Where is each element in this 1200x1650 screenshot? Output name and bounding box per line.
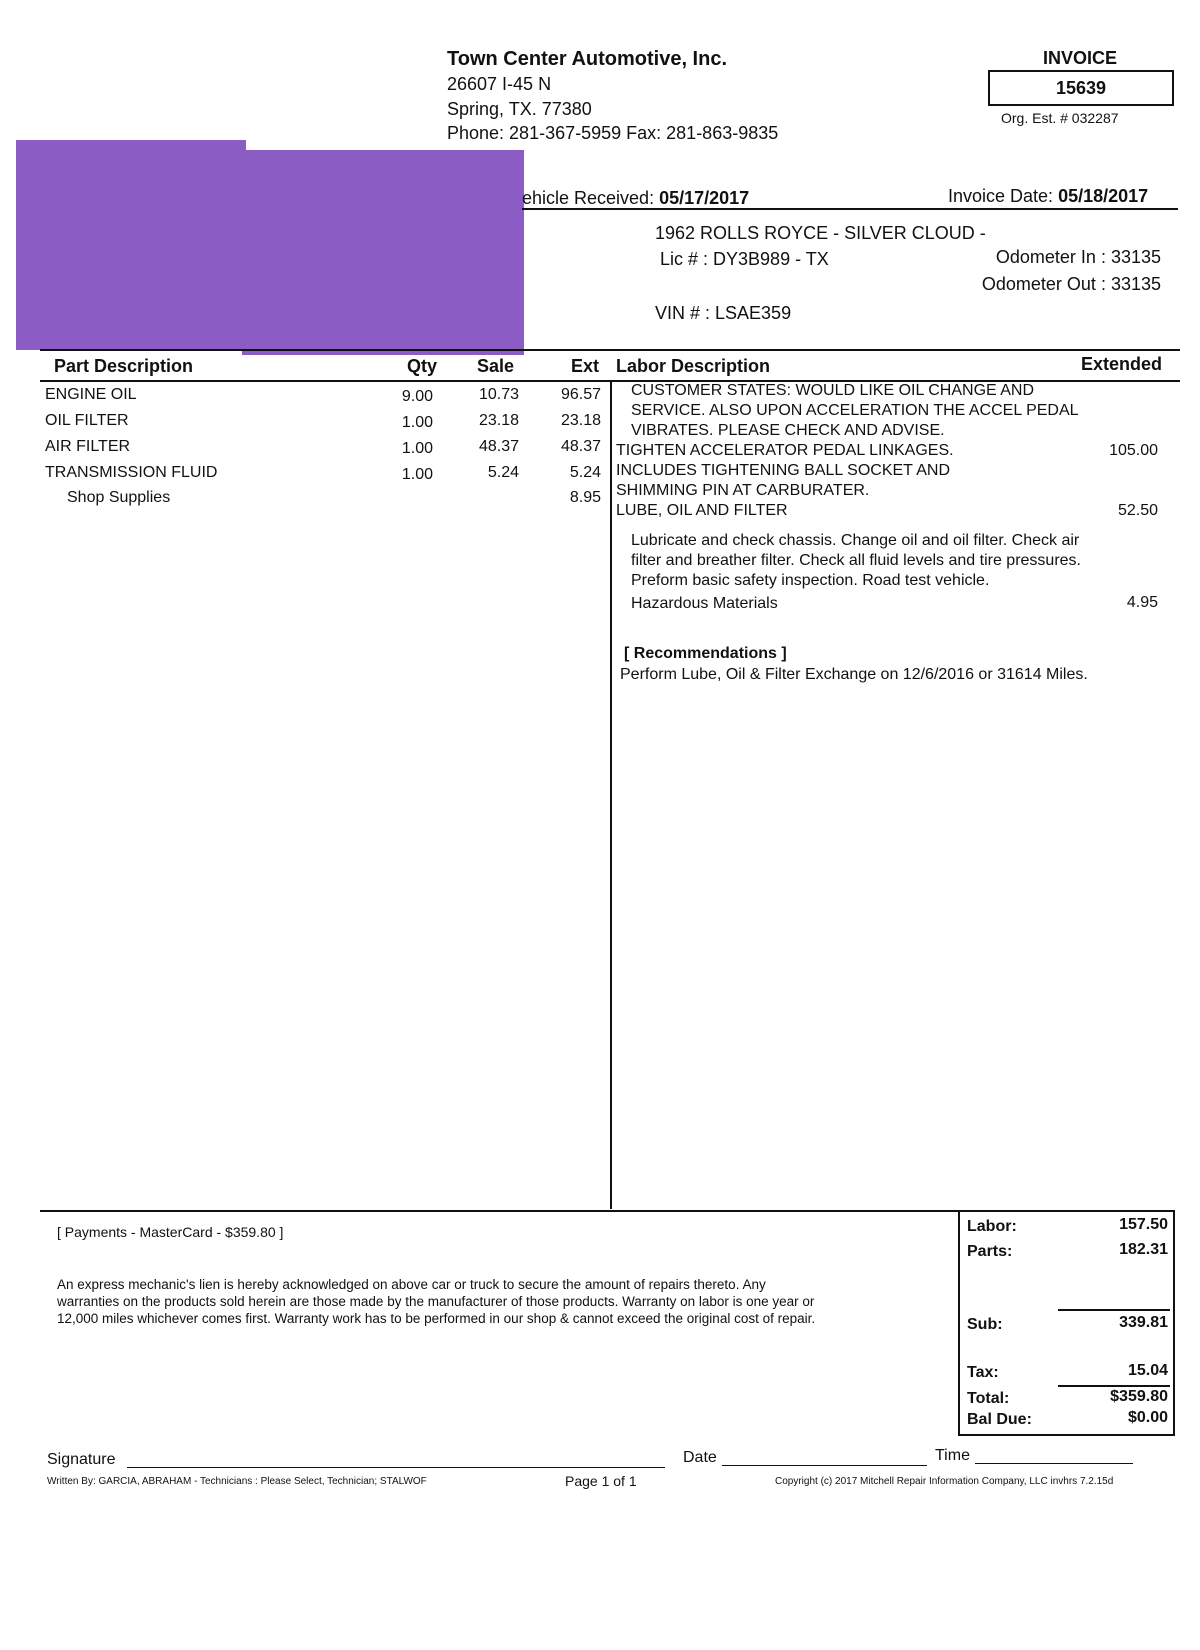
company-city: Spring, TX. 77380 [447,99,592,119]
invoice-title: INVOICE [1043,48,1118,68]
signature-line[interactable] [127,1467,665,1468]
labor-total: 157.50 [1119,1216,1168,1233]
total-rule [1058,1385,1170,1387]
labor-header-desc: Labor Description [616,356,771,376]
parts-header-qty: Qty [406,356,437,376]
part-sale: 23.18 [478,412,519,429]
vehicle-vin: VIN # : LSAE359 [655,303,792,323]
parts-total: 182.31 [1119,1241,1168,1258]
vehicle-received-label: ehicle Received: 05/17/2017 [522,188,750,208]
subtotal-rule [1058,1309,1170,1311]
part-ext: 8.95 [569,489,601,506]
signature-label: Signature [47,1451,116,1468]
part-qty: 1.00 [401,440,433,457]
vehicle-divider [522,208,1178,210]
part-ext: 48.37 [560,438,601,455]
lien-line: An express mechanic's lien is hereby acknowledged on above car or truck to secure the amount of repairs thereto. Any [57,1277,766,1292]
payments-note: [ Payments - MasterCard - $359.80 ] [57,1224,284,1240]
lien-line: 12,000 miles whichever comes first. Warranty work has to be performed in our shop & cannot exceed the original cost of repair. [57,1311,816,1326]
labor-job-line: INCLUDES TIGHTENING BALL SOCKET AND [616,462,951,479]
part-desc: OIL FILTER [45,412,129,429]
labor-job-detail: Lubricate and check chassis. Change oil and oil filter. Check air [631,532,1080,549]
part-qty: 1.00 [401,414,433,431]
invoice-number: 15639 [988,70,1174,106]
part-ext: 5.24 [569,464,601,481]
recommendations-title: [ Recommendations ] [624,645,787,662]
parts-total-label: Parts: [967,1243,1013,1260]
odometer-in: Odometer In : 33135 [995,247,1161,267]
redaction-block [242,150,524,355]
invoice-date: 05/18/2017 [1058,186,1149,206]
parts-header-ext: Ext [570,356,599,376]
date-label: Date [683,1449,717,1466]
vehicle-lic: Lic # : DY3B989 - TX [660,249,829,269]
sub-total: 339.81 [1119,1314,1168,1331]
vehicle-received-date: 05/17/2017 [659,188,750,208]
invoice-date-label: Invoice Date: 05/18/2017 [948,186,1149,206]
written-by: Written By: GARCIA, ABRAHAM - Technicians : Please Select, Technician; STALWOF [47,1476,427,1487]
part-desc: TRANSMISSION FLUID [45,464,218,481]
company-name: Town Center Automotive, Inc. [447,48,728,70]
date-line[interactable] [722,1465,927,1466]
customer-states-line: SERVICE. ALSO UPON ACCELERATION THE ACCEL PEDAL [631,402,1079,419]
balance-due-label: Bal Due: [967,1411,1032,1428]
part-desc: AIR FILTER [45,438,131,455]
part-ext: 23.18 [560,412,601,429]
part-desc: Shop Supplies [67,489,171,506]
labor-job-amount: 105.00 [1109,442,1158,459]
company-phone-fax: Phone: 281-367-5959 Fax: 281-863-9835 [447,123,779,143]
parts-header-sale: Sale [476,356,514,376]
vehicle-model: 1962 ROLLS ROYCE - SILVER CLOUD - [655,223,986,243]
labor-header-extended: Extended [1080,354,1162,374]
labor-job-title: LUBE, OIL AND FILTER [616,502,788,519]
page-number: Page 1 of 1 [565,1473,637,1489]
balance-due: $0.00 [1127,1409,1168,1426]
labor-job-line: SHIMMING PIN AT CARBURATER. [616,482,870,499]
customer-states-line: VIBRATES. PLEASE CHECK AND ADVISE. [631,422,945,439]
copyright: Copyright (c) 2017 Mitchell Repair Information Company, LLC invhrs 7.2.15d [775,1476,1114,1487]
part-qty: 9.00 [401,388,433,405]
grand-total-label: Total: [967,1390,1010,1407]
time-label: Time [935,1447,970,1464]
org-est: Org. Est. # 032287 [1001,110,1119,126]
labor-job-detail: Preform basic safety inspection. Road test vehicle. [631,572,990,589]
labor-job-detail: filter and breather filter. Check all fluid levels and tire pressures. [631,552,1081,569]
table-top-rule [40,349,1180,351]
labor-job-title: TIGHTEN ACCELERATOR PEDAL LINKAGES. [616,442,954,459]
part-sale: 10.73 [478,386,519,403]
odometer-out: Odometer Out : 33135 [981,274,1161,294]
redaction-block [16,140,246,350]
hazardous-materials-amount: 4.95 [1126,594,1158,611]
tax-label: Tax: [967,1364,999,1381]
part-ext: 96.57 [560,386,601,403]
customer-states-line: CUSTOMER STATES: WOULD LIKE OIL CHANGE AND [631,382,1035,399]
grand-total: $359.80 [1110,1388,1168,1405]
time-line[interactable] [975,1463,1133,1464]
part-desc: ENGINE OIL [45,386,137,403]
column-divider [610,381,612,1209]
lien-line: warranties on the products sold herein are those made by the manufacturer of those products. Warranty on labor is one year or [57,1294,815,1309]
hazardous-materials: Hazardous Materials [631,595,778,612]
recommendations-text: Perform Lube, Oil & Filter Exchange on 12/6/2016 or 31614 Miles. [620,666,1088,683]
tax-total: 15.04 [1127,1362,1168,1379]
part-sale: 5.24 [487,464,519,481]
part-qty: 1.00 [401,466,433,483]
parts-header-desc: Part Description [54,356,194,376]
labor-job-amount: 52.50 [1117,502,1158,519]
labor-total-label: Labor: [967,1218,1017,1235]
part-sale: 48.37 [478,438,519,455]
company-address: 26607 I-45 N [447,74,552,94]
sub-label: Sub: [967,1316,1003,1333]
bottom-rule [40,1210,958,1212]
